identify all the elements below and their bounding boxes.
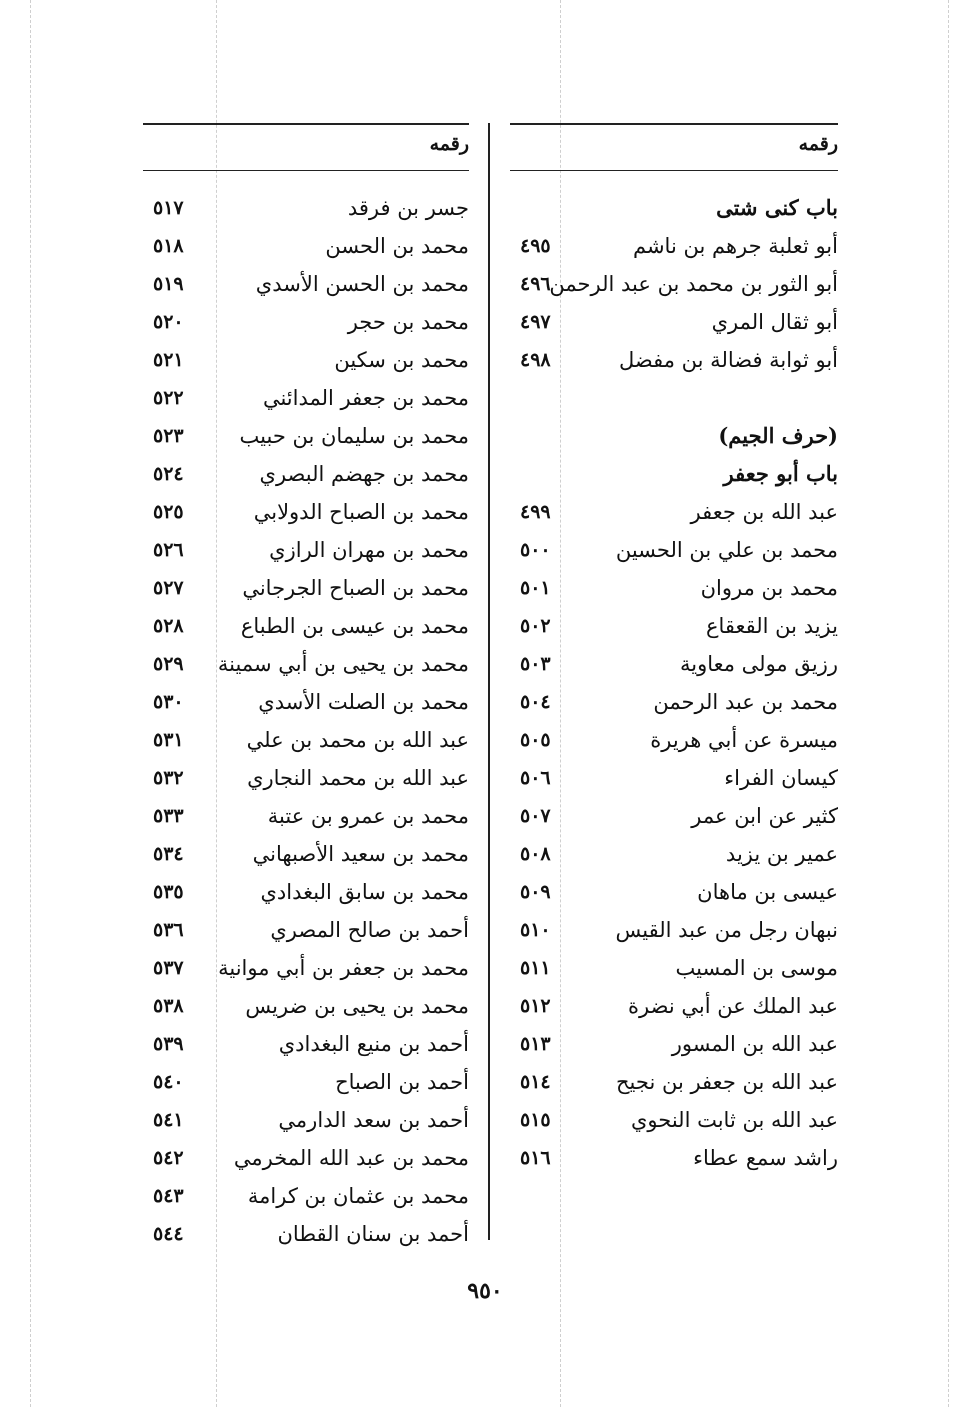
list-item — [143, 493, 469, 531]
list-item — [510, 721, 838, 759]
entry-name: عمير بن يزيد — [725, 842, 838, 866]
entry-name: محمد بن سليمان بن حبيب — [239, 424, 469, 448]
entry-name: محمد بن جهضم البصري — [259, 462, 469, 486]
entry-number: ٥١٠ — [520, 919, 551, 941]
entry-number: ٤٩٦ — [520, 273, 551, 295]
entry-name: أبو ثوابة فضالة بن مفضل — [619, 348, 838, 372]
entry-number: ٥٣٦ — [153, 919, 184, 941]
list-item — [143, 1139, 469, 1177]
entry-name: محمد بن عمرو بن عتبة — [267, 804, 469, 828]
entry-name: محمد بن عثمان بن كرامة — [247, 1184, 469, 1208]
list-item — [143, 1215, 469, 1253]
entry-number: ٤٩٩ — [520, 501, 551, 523]
entry-list — [143, 189, 469, 1253]
entry-name: رزيق مولى معاوية — [679, 652, 838, 676]
entry-number: ٥٢٤ — [153, 463, 184, 485]
entry-number: ٥٣٨ — [153, 995, 184, 1017]
entry-name: محمد بن علي بن الحسين — [615, 538, 838, 562]
list-item — [143, 949, 469, 987]
list-item — [510, 1025, 838, 1063]
entry-name: راشد سمع عطاء — [693, 1146, 838, 1170]
entry-number: ٥٣٠ — [153, 691, 184, 713]
entry-name: محمد بن الصباح الجرجاني — [242, 576, 469, 600]
list-item — [143, 911, 469, 949]
entry-name: محمد بن يحيى بن ضريس — [245, 994, 469, 1018]
list-item — [510, 341, 838, 379]
entry-number: ٥١٣ — [520, 1033, 551, 1055]
entry-number: ٥٤١ — [153, 1109, 184, 1131]
section-heading — [510, 455, 838, 493]
list-item — [510, 645, 838, 683]
page-number: ٩٥٠ — [467, 1278, 503, 1304]
entry-name: محمد بن الصلت الأسدي — [258, 690, 469, 714]
list-item — [143, 987, 469, 1025]
entry-number: ٥٠٤ — [520, 691, 551, 713]
list-item — [143, 683, 469, 721]
entry-number: ٥١٤ — [520, 1071, 551, 1093]
list-item — [510, 949, 838, 987]
entry-number: ٥٣٢ — [153, 767, 184, 789]
entry-name: محمد بن حجر — [347, 310, 469, 334]
entry-number: ٤٩٧ — [520, 311, 551, 333]
entry-number: ٥١١ — [520, 957, 551, 979]
list-item — [143, 455, 469, 493]
list-item — [143, 303, 469, 341]
entry-number: ٥١٥ — [520, 1109, 551, 1131]
entry-number: ٥٢٩ — [153, 653, 184, 675]
list-item — [510, 1101, 838, 1139]
column-header-rule — [510, 170, 838, 171]
entry-name: محمد بن الحسن الأسدي — [255, 272, 469, 296]
entry-name: محمد بن سكين — [334, 348, 469, 372]
entry-number: ٥٤٠ — [153, 1071, 184, 1093]
column-top-rule — [143, 123, 469, 125]
entry-name: أحمد بن سنان القطان — [277, 1222, 469, 1246]
list-item — [143, 569, 469, 607]
entry-name: محمد بن الحسن — [325, 234, 469, 258]
guide-line — [948, 0, 949, 1407]
entry-list — [510, 189, 838, 1177]
entry-number: ٥٠٣ — [520, 653, 551, 675]
entry-number: ٥٢٧ — [153, 577, 184, 599]
entry-name: محمد بن عبد الرحمن — [653, 690, 838, 714]
entry-name: محمد بن سعيد الأصبهاني — [252, 842, 469, 866]
entry-name: أحمد بن صالح المصري — [270, 918, 469, 942]
entry-name: ميسرة عن أبي هريرة — [650, 728, 838, 752]
list-item — [143, 759, 469, 797]
entry-number: ٥٣٤ — [153, 843, 184, 865]
entry-name: محمد بن جعفر بن أبي موانية — [218, 956, 469, 980]
entry-number: ٥٢٣ — [153, 425, 184, 447]
list-item — [510, 797, 838, 835]
list-item — [143, 721, 469, 759]
column-header-rule — [143, 170, 469, 171]
entry-number: ٥١٧ — [153, 197, 184, 219]
entry-number: ٥١٢ — [520, 995, 551, 1017]
entry-name: محمد بن سابق البغدادي — [260, 880, 469, 904]
entry-name: عبد الله بن جعفر بن نجيح — [616, 1070, 838, 1094]
entry-name: أبو الثور بن محمد بن عبد الرحمن — [549, 272, 838, 296]
entry-number: ٥١٨ — [153, 235, 184, 257]
list-item — [143, 797, 469, 835]
entry-name: محمد بن جعفر المدائني — [262, 386, 469, 410]
entry-number: ٥١٩ — [153, 273, 184, 295]
entry-number: ٥٣٧ — [153, 957, 184, 979]
list-item — [510, 569, 838, 607]
entry-number: ٥٠٦ — [520, 767, 551, 789]
entry-name: أبو ثعلبة جرهم بن ناشم — [632, 234, 838, 258]
entry-name: جسر بن فرقد — [347, 196, 469, 220]
entry-name: باب كنى شتى — [716, 195, 838, 220]
list-item — [510, 683, 838, 721]
entry-number: ٥٠٨ — [520, 843, 551, 865]
section-heading — [510, 417, 838, 455]
list-item — [143, 1177, 469, 1215]
blank-row — [510, 379, 838, 417]
entry-number: ٥٢١ — [153, 349, 184, 371]
entry-name: أحمد بن الصباح — [335, 1070, 469, 1094]
entry-number: ٥٣٣ — [153, 805, 184, 827]
list-item — [510, 493, 838, 531]
list-item — [510, 835, 838, 873]
entry-number: ٥٤٢ — [153, 1147, 184, 1169]
entry-number: ٥٢٨ — [153, 615, 184, 637]
list-item — [143, 1101, 469, 1139]
entry-name: أحمد بن سعد الدارمي — [278, 1108, 469, 1132]
guide-line — [30, 0, 31, 1407]
entry-name: محمد بن يحيى بن أبي سمينة — [217, 652, 469, 676]
list-item — [143, 835, 469, 873]
entry-name: (حرف الجيم) — [718, 423, 838, 448]
entry-number: ٥٢٢ — [153, 387, 184, 409]
list-item — [510, 531, 838, 569]
entry-number: ٥٢٥ — [153, 501, 184, 523]
entry-number: ٥٣١ — [153, 729, 184, 751]
entry-number: ٥٣٥ — [153, 881, 184, 903]
entry-number: ٥٠٧ — [520, 805, 551, 827]
list-item — [143, 607, 469, 645]
entry-name: محمد بن عيسى بن الطباع — [240, 614, 469, 638]
list-item — [510, 911, 838, 949]
section-heading — [510, 189, 838, 227]
list-item — [510, 987, 838, 1025]
entry-number: ٥٠٢ — [520, 615, 551, 637]
entry-number: ٥٠٩ — [520, 881, 551, 903]
column-header: رقمه — [798, 133, 838, 155]
entry-number: ٥٠١ — [520, 577, 551, 599]
entry-name: نبهان رجل من عبد القيس — [615, 918, 838, 942]
entry-name: أحمد بن منيع البغدادي — [278, 1032, 469, 1056]
entry-name: باب أبو جعفر — [723, 461, 838, 486]
column-top-rule — [510, 123, 838, 125]
entry-name: محمد بن عبد الله المخرمي — [233, 1146, 469, 1170]
entry-name: موسى بن المسيب — [675, 956, 838, 980]
list-item — [510, 303, 838, 341]
list-item — [143, 873, 469, 911]
entry-name: يزيد بن القعقاع — [705, 614, 838, 638]
list-item — [510, 873, 838, 911]
entry-name: عبد الله بن جعفر — [690, 500, 838, 524]
entry-number: ٥٠٥ — [520, 729, 551, 751]
entry-name: عبد الملك عن أبي نضرة — [628, 994, 838, 1018]
entry-name: كيسان الفراء — [724, 766, 838, 790]
entry-number: ٥٠٠ — [520, 539, 551, 561]
list-item — [510, 1139, 838, 1177]
list-item — [143, 645, 469, 683]
entry-number: ٥٤٣ — [153, 1185, 184, 1207]
list-item — [143, 379, 469, 417]
entry-name: عيسى بن ماهان — [697, 880, 838, 904]
list-item — [510, 227, 838, 265]
list-item — [510, 759, 838, 797]
entry-name: عبد الله بن المسور — [671, 1032, 838, 1056]
list-item — [143, 341, 469, 379]
entry-number: ٥٤٤ — [153, 1223, 184, 1245]
entry-number: ٤٩٨ — [520, 349, 551, 371]
entry-name: محمد بن مروان — [700, 576, 838, 600]
entry-number: ٥٢٠ — [153, 311, 184, 333]
entry-name: عبد الله بن محمد بن علي — [246, 728, 469, 752]
list-item — [510, 1063, 838, 1101]
list-item — [143, 1025, 469, 1063]
list-item — [143, 227, 469, 265]
column-header: رقمه — [429, 133, 469, 155]
list-item — [510, 607, 838, 645]
entry-name: محمد بن الصباح الدولابي — [253, 500, 469, 524]
entry-name: عبد الله بن محمد النجاري — [247, 766, 469, 790]
list-item — [143, 1063, 469, 1101]
entry-name: عبد الله بن ثابت النحوي — [631, 1108, 838, 1132]
list-item — [510, 265, 838, 303]
entry-name: محمد بن مهران الرازي — [269, 538, 469, 562]
column-divider — [488, 123, 490, 1240]
entry-number: ٤٩٥ — [520, 235, 551, 257]
entry-name: أبو ثقال المري — [711, 310, 838, 334]
entry-number: ٥٢٦ — [153, 539, 184, 561]
list-item — [143, 531, 469, 569]
list-item — [143, 417, 469, 455]
entry-number: ٥٣٩ — [153, 1033, 184, 1055]
list-item — [143, 265, 469, 303]
list-item — [143, 189, 469, 227]
entry-name: كثير عن ابن عمر — [691, 804, 838, 828]
entry-number: ٥١٦ — [520, 1147, 551, 1169]
